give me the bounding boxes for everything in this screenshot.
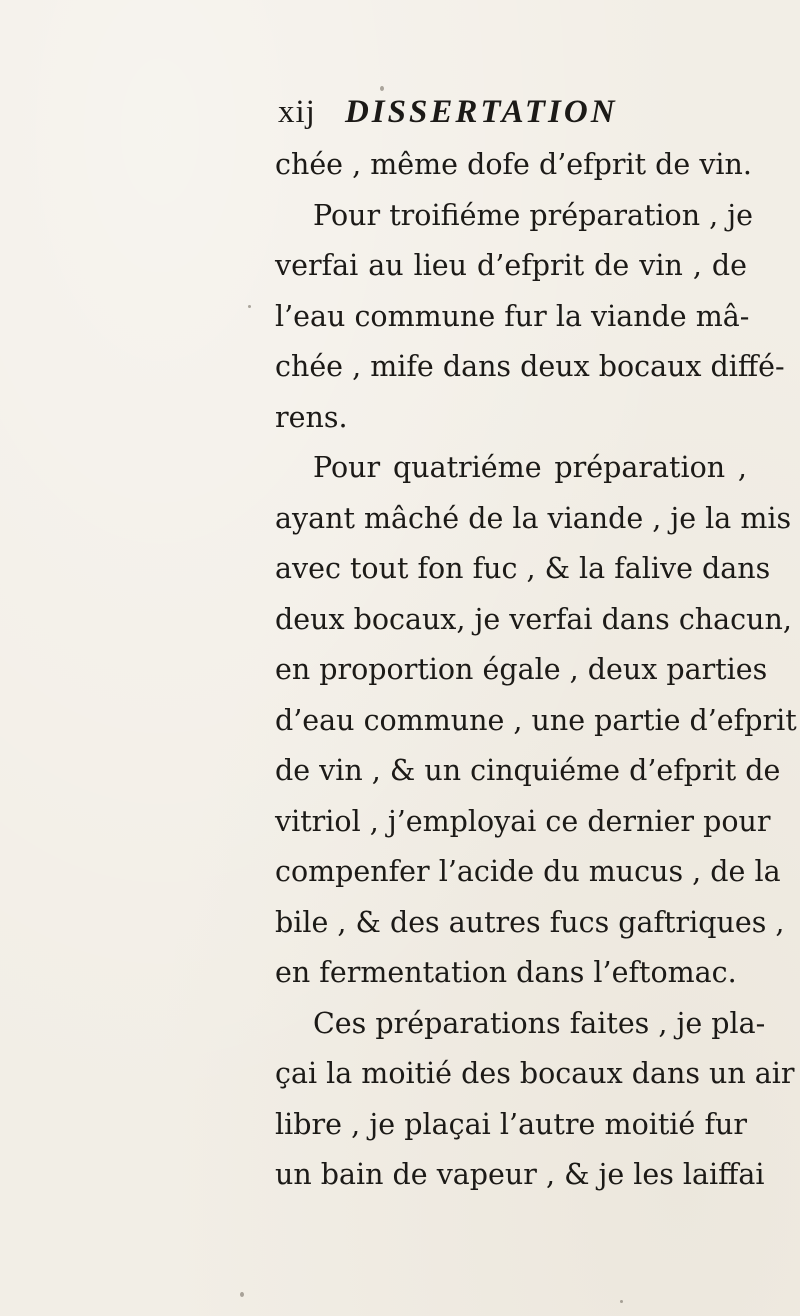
page-number: xij xyxy=(278,94,316,130)
paper-speck xyxy=(380,86,384,91)
text-line: rens. xyxy=(275,400,348,434)
text-line: chée , même dofe d’efprit de vin. xyxy=(275,148,752,181)
text-line: Pour troifiéme préparation , je xyxy=(313,198,753,232)
text-line: bile , & des autres fucs gaftriques , xyxy=(275,905,785,939)
text-line: chée , mife dans deux bocaux diffé- xyxy=(275,350,785,383)
text-line: çai la moitié des bocaux dans un air xyxy=(275,1057,795,1090)
text-line: un bain de vapeur , & je les laiffai xyxy=(275,1158,765,1191)
text-line: Pour quatriéme préparation , xyxy=(313,451,747,484)
text-line: l’eau commune fur la viande mâ- xyxy=(275,299,750,333)
body-text xyxy=(275,140,797,1201)
text-line: ayant mâché de la viande , je la mis xyxy=(275,501,792,535)
text-line: deux bocaux, je verfai dans chacun, xyxy=(275,602,792,636)
text-line: verfai au lieu d’efprit de vin , de xyxy=(275,249,747,282)
text-line: en proportion égale , deux parties xyxy=(275,653,768,686)
running-title: DISSERTATION xyxy=(344,94,618,130)
text-line: en fermentation dans l’eftomac. xyxy=(275,956,737,989)
running-head xyxy=(278,94,738,134)
text-line: compenfer l’acide du mucus , de la xyxy=(275,855,781,888)
paper-speck xyxy=(620,1300,623,1303)
paper-speck xyxy=(248,305,251,308)
text-line: avec tout fon fuc , & la falive dans xyxy=(275,552,771,585)
text-line: libre , je plaçai l’autre moitié fur xyxy=(275,1107,747,1141)
text-line: Ces préparations faites , je pla- xyxy=(313,1006,766,1040)
text-line: de vin , & un cinquiéme d’efprit de xyxy=(275,754,781,787)
paper-speck xyxy=(240,1292,244,1297)
text-line: d’eau commune , une partie d’efprit xyxy=(275,703,797,737)
text-line: vitriol , j’employai ce dernier pour xyxy=(275,804,771,838)
